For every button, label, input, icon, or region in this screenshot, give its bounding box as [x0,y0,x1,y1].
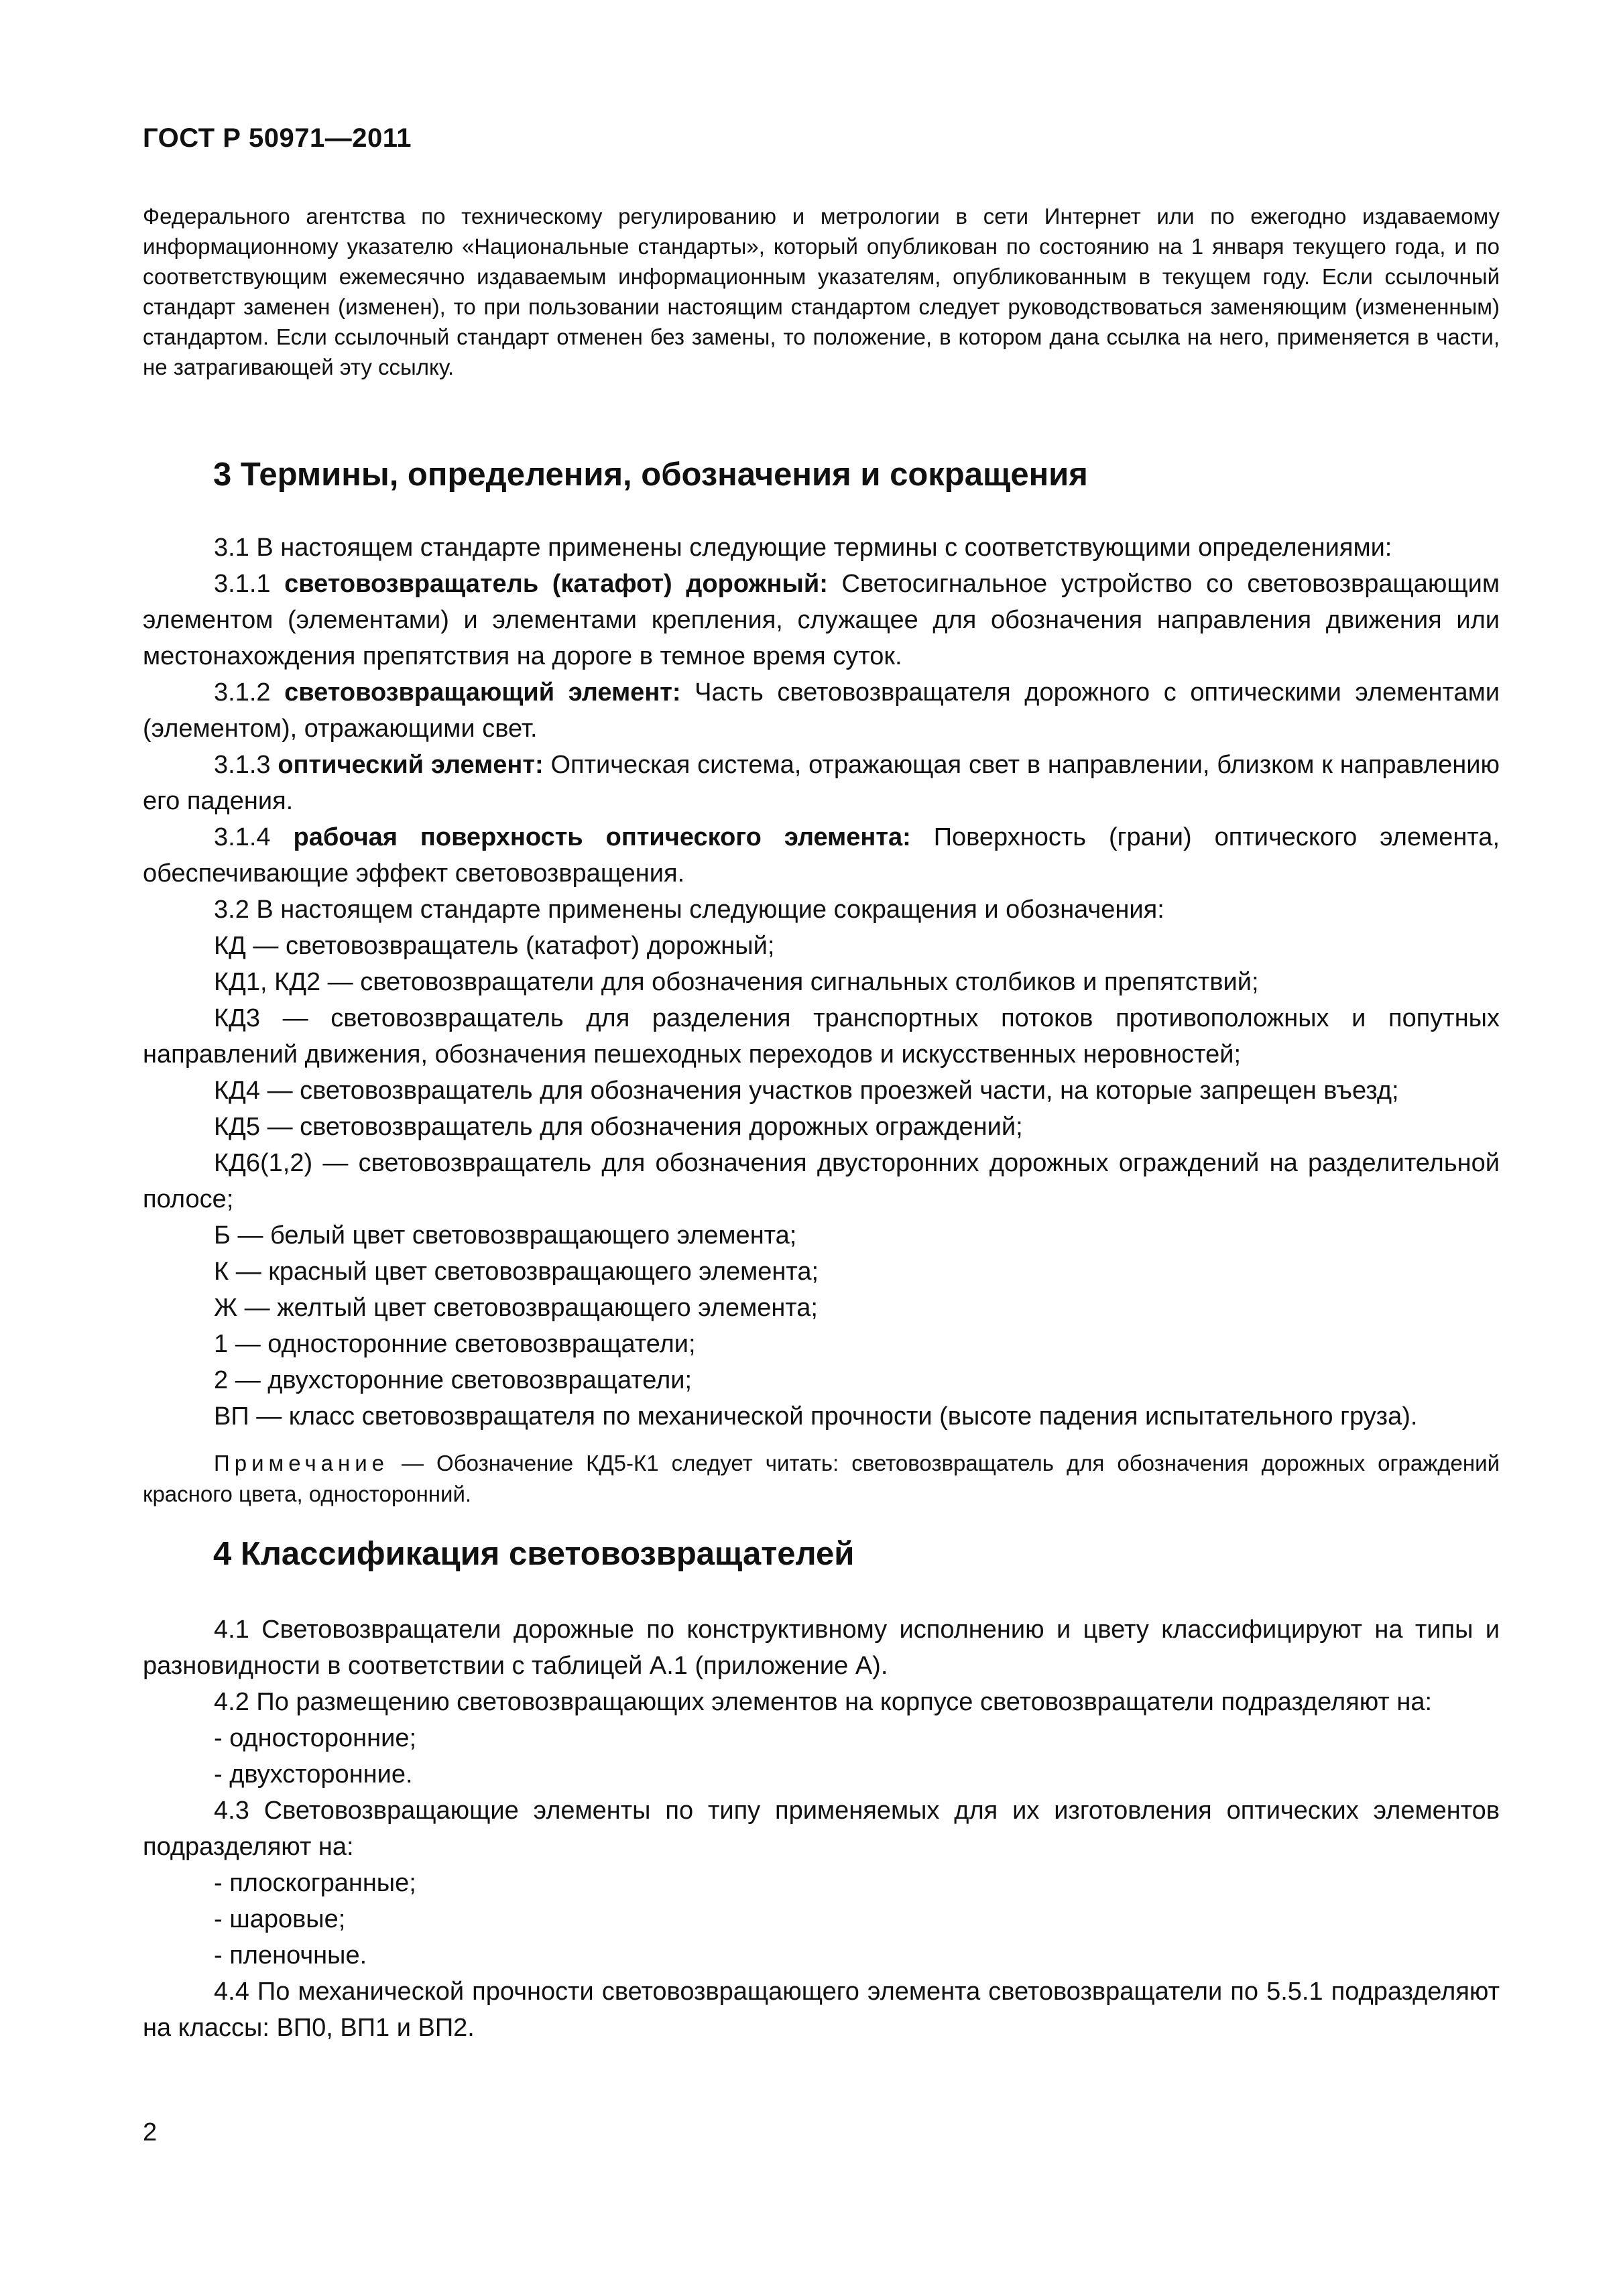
note-label: Примечание [214,1451,389,1475]
term-definition: Поверхность (грани) оптического элемента, обеспечивающие эффект световозвращения. [143,823,1500,888]
abbrev-item: ВП — класс световозвращателя по механической прочности (высоте падения испытательного груза). [214,1402,1418,1431]
term-number: 3.1.2 [214,678,285,707]
list-item: - пленочные. [214,1941,367,1970]
list-item: - шаровые; [214,1905,346,1933]
term-3-1-1 [143,566,1500,674]
term-3-1-3 [143,747,1500,819]
term-name: рабочая поверхность оптического элемента: [293,823,911,851]
intro-text: Федерального агентства по техническому регулированию и метрологии в сети Интернет или по ежегодно издаваемому информационному указателю «Национальные стандарты», который опубликован по состоянию на 1 января текущего года, и по соответствующим ежемесячно издаваемым информационным указателям, опубликованным в текущем году. Если ссылочный стандарт заменен (изменен), то при пользовании настоящим стандартом следует руководствоваться заменяющим (измененным) стандартом. Если ссылочный стандарт отменен без замены, то положение, в котором дана ссылка на него, применяется в части, не затрагивающей эту ссылку. [143,204,1500,379]
clause-4-2: 4.2 По размещению световозвращающих элементов на корпусе световозвращатели подразделяют на: [214,1688,1433,1716]
clause-4-4: 4.4 По механической прочности световозвращающего элемента световозвращатели по 5.5.1 подразделяют на классы: ВП0, ВП1 и ВП2. [143,1978,1500,2042]
abbrev-item: Ж — желтый цвет световозвращающего элемента; [214,1294,818,1322]
term-number: 3.1.3 [214,751,278,779]
abbrev-item: 2 — двухсторонние световозвращатели; [214,1366,693,1394]
abbrev-item: 1 — односторонние световозвращатели; [214,1330,696,1358]
abbrev-item: Б — белый цвет световозвращающего элемента; [214,1221,797,1250]
abbrev-item: КД1, КД2 — световозвращатели для обозначения сигнальных столбиков и препятствий; [214,968,1259,996]
document-code-header: ГОСТ Р 50971—2011 [143,123,412,153]
list-item: - плоскогранные; [214,1869,416,1897]
abbrev-item: КД4 — световозвращатель для обозначения участков проезжей части, на которые запрещен въезд; [214,1077,1399,1105]
abbrev-item: КД3 — световозвращатель для разделения транспортных потоков противоположных и попутных направлений движения, обозначения пешеходных переходов и искусственных неровностей; [143,1004,1500,1069]
page-number: 2 [143,2118,158,2147]
section-4-title: 4 Классификация световозвращателей [213,1536,855,1572]
clause-4-1: 4.1 Световозвращатели дорожные по конструктивному исполнению и цвету классифицируют на типы и разновидности в соответствии с таблицей А.1 (приложение А). [143,1616,1500,1680]
abbrev-item: К — красный цвет световозвращающего элемента; [214,1258,819,1286]
term-name: световозвращатель (катафот) дорожный: [284,570,828,598]
note-text: — Обозначение КД5-К1 следует читать: световозвращатель для обозначения дорожных ограждений красного цвета, односторонний. [143,1451,1500,1506]
note [143,1448,1500,1510]
term-number: 3.1.4 [214,823,294,851]
clause-3-2: 3.2 В настоящем стандарте применены следующие сокращения и обозначения: [214,896,1164,924]
term-3-1-4 [143,819,1500,892]
term-name: световозвращающий элемент: [284,678,681,707]
term-name: оптический элемент: [278,751,544,779]
term-definition: Часть световозвращателя дорожного с оптическими элементами (элементом), отражающими свет. [143,678,1500,743]
section-4-body [143,1612,1500,2046]
abbrev-item: КД5 — световозвращатель для обозначения дорожных ограждений; [214,1113,1023,1141]
clause-4-3: 4.3 Световозвращающие элементы по типу применяемых для их изготовления оптических элементов подразделяют на: [143,1797,1500,1861]
abbrev-item: КД6(1,2) — световозвращатель для обозначения двусторонних дорожных ограждений на разделительной полосе; [143,1149,1500,1213]
section-3-title: 3 Термины, определения, обозначения и сокращения [213,457,1088,493]
term-definition: Светосигнальное устройство со световозвращающим элементом (элементами) и элементами крепления, служащее для обозначения направления движения или местонахождения препятствия на дороге в темное время суток. [143,570,1500,670]
section-3-body [143,530,1500,1510]
abbrev-item: КД — световозвращатель (катафот) дорожный; [214,932,775,960]
term-definition: Оптическая система, отражающая свет в направлении, близком к направлению его падения. [143,751,1500,815]
term-3-1-2 [143,674,1500,747]
term-number: 3.1.1 [214,570,285,598]
clause-3-1: 3.1 В настоящем стандарте применены следующие термины с соответствующими определениями: [214,534,1392,562]
list-item: - двухсторонние. [214,1760,413,1789]
intro-paragraph [143,201,1500,382]
list-item: - односторонние; [214,1724,417,1752]
